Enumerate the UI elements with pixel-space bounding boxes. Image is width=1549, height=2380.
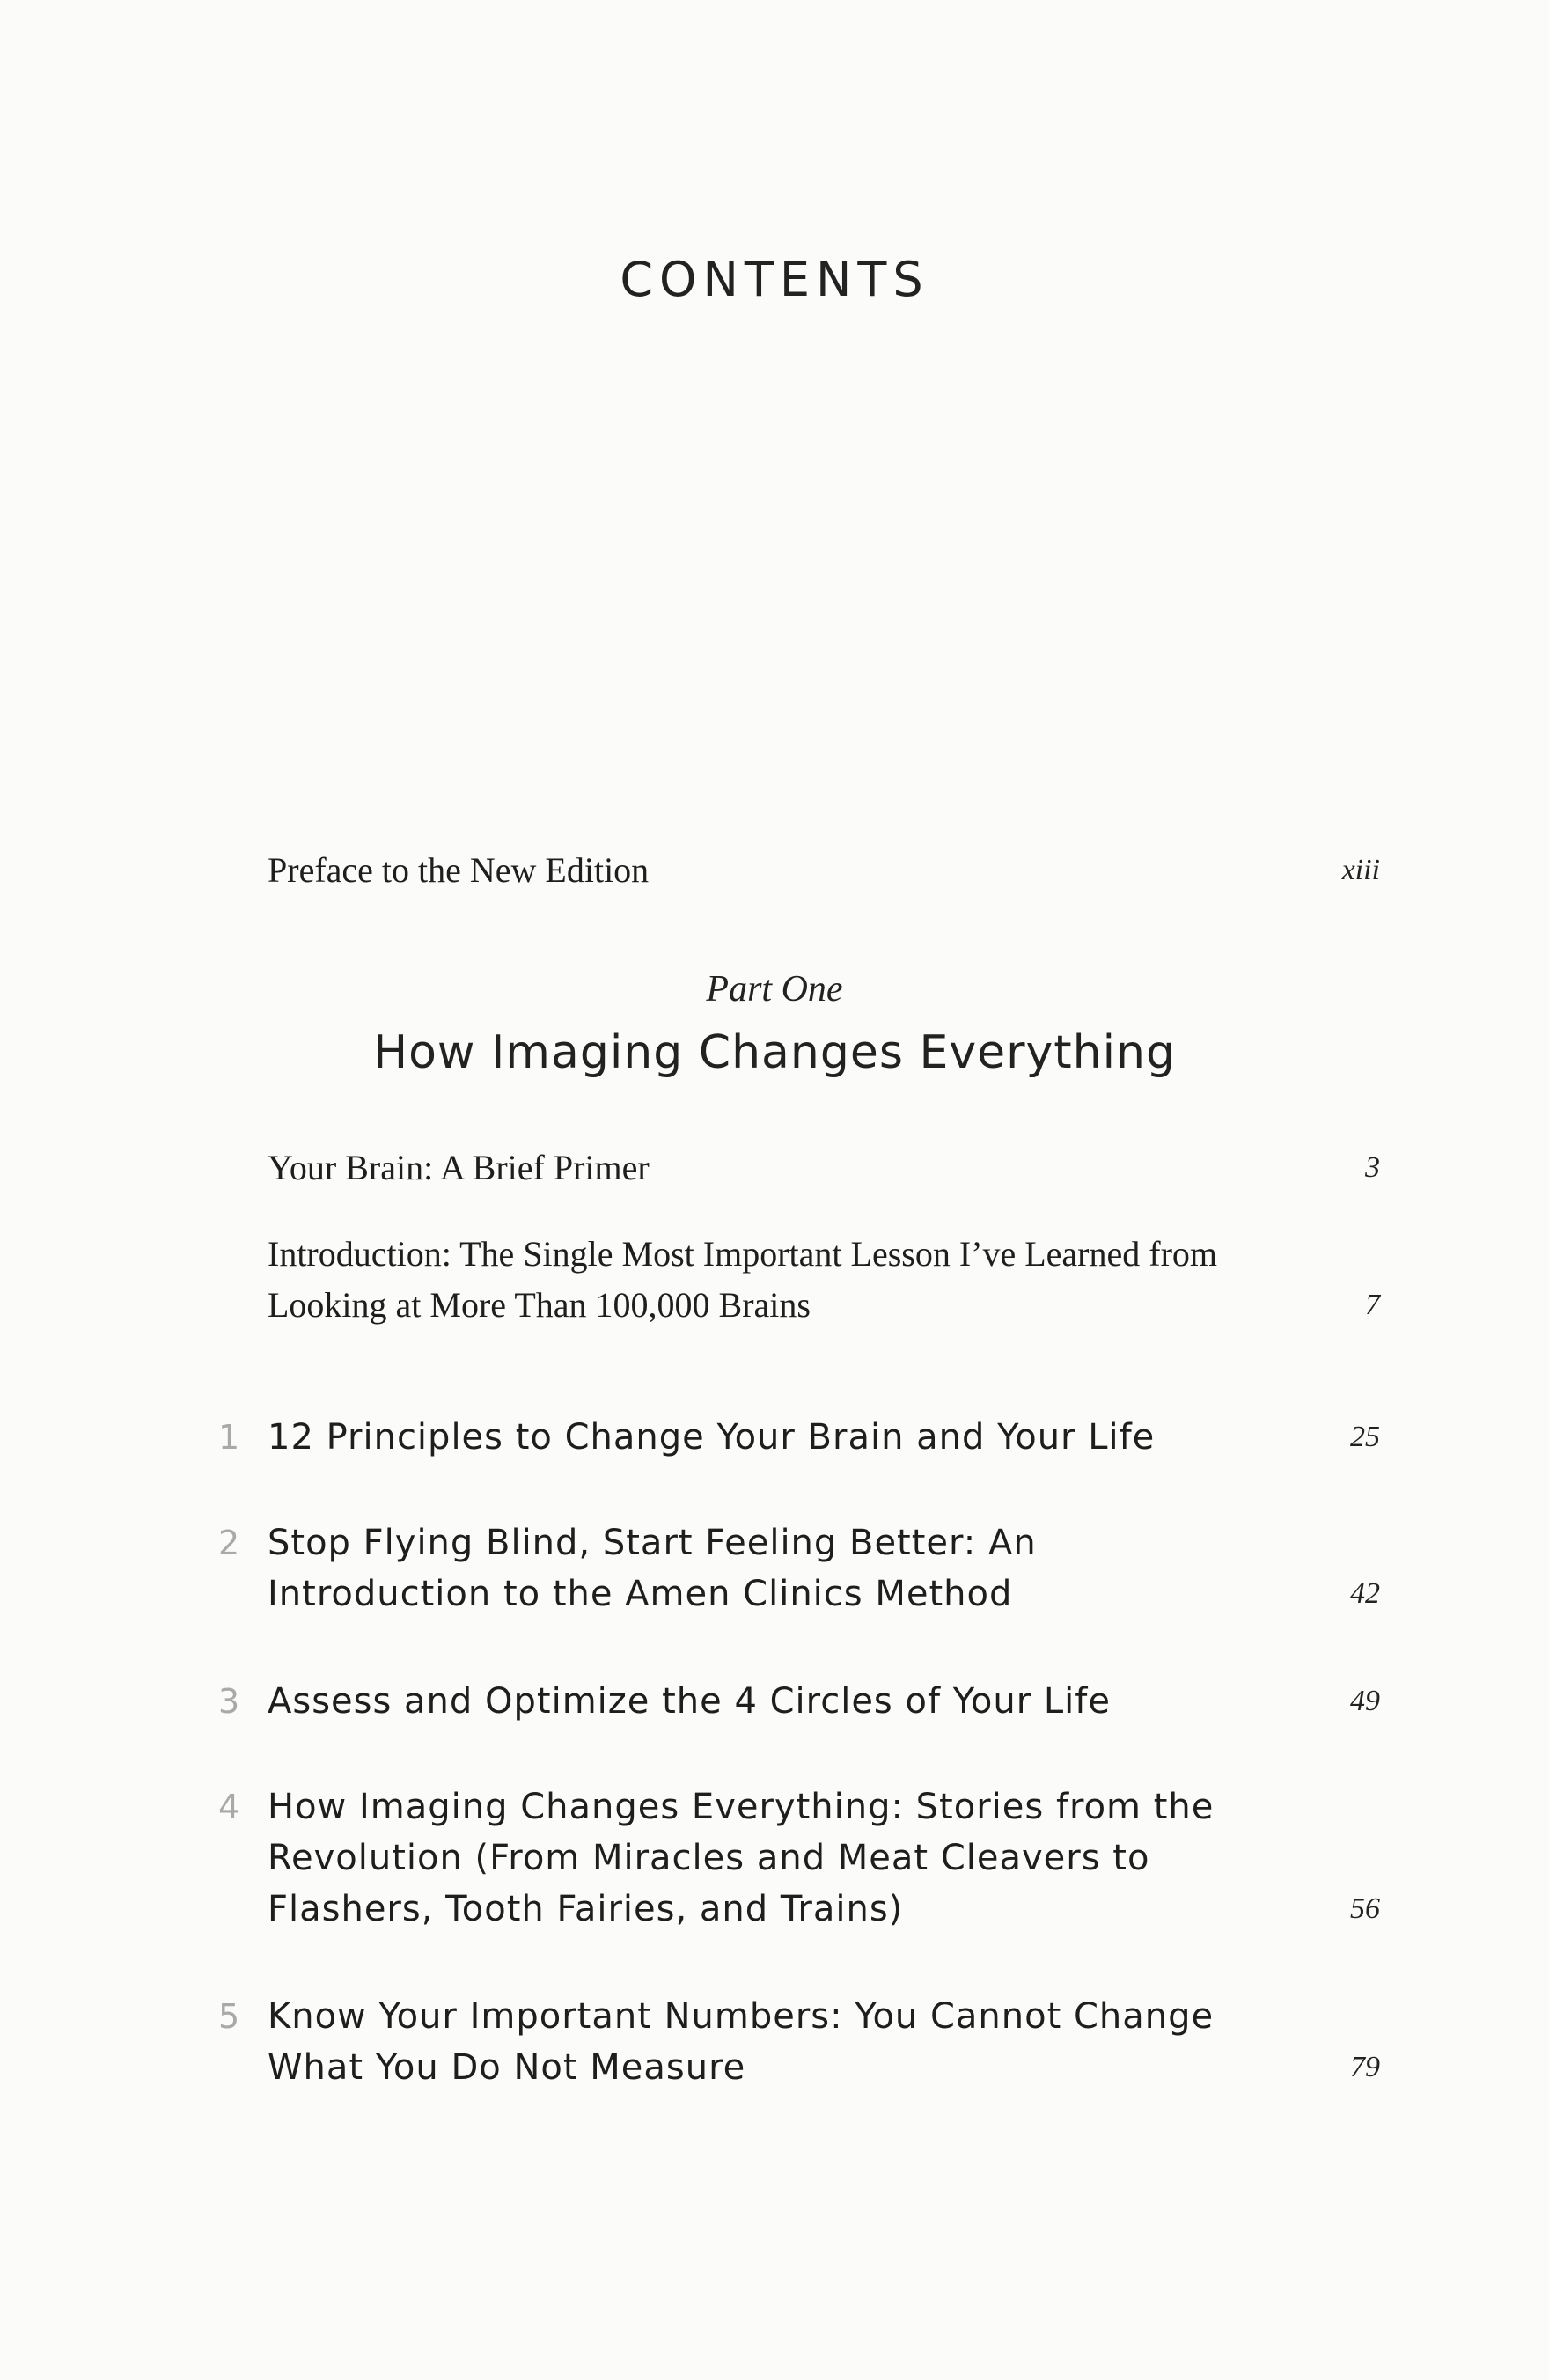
- chapter-number: 3: [218, 1682, 240, 1721]
- chapter-label: How Imaging Changes Everything: Stories from the Revolution (From Miracles and Meat Cleavers to Flashers, Tooth Fairies, and Trains): [268, 1787, 1215, 1929]
- toc-entry-label: Introduction: The Single Most Important Lesson I’ve Learned from Looking at More Than 100,000 Brains: [268, 1234, 1218, 1325]
- toc-entry-preface[interactable]: [268, 845, 1380, 896]
- chapter-label: 12 Principles to Change Your Brain and Your Life: [268, 1417, 1156, 1458]
- toc-entry-primer[interactable]: [268, 1142, 1380, 1194]
- chapter-label: Know Your Important Numbers: You Cannot Change What You Do Not Measure: [268, 1996, 1215, 2088]
- toc-chapter-5[interactable]: [218, 1991, 1380, 2093]
- chapter-label: Stop Flying Blind, Start Feeling Better: An Introduction to the Amen Clinics Method: [268, 1523, 1037, 1614]
- chapter-number: 1: [218, 1418, 240, 1457]
- part-label: Part One: [706, 969, 843, 1010]
- chapter-number: 2: [218, 1524, 240, 1562]
- toc-chapter-4[interactable]: [218, 1781, 1380, 1935]
- toc-entry-page: xiii: [1341, 854, 1380, 886]
- chapter-page: 79: [1350, 2051, 1380, 2083]
- toc-entry-introduction[interactable]: [268, 1229, 1380, 1331]
- part-title: How Imaging Changes Everything: [372, 1026, 1177, 1079]
- toc-chapter-2[interactable]: [218, 1517, 1380, 1620]
- toc-chapter-3[interactable]: [218, 1676, 1380, 1727]
- chapter-page: 25: [1350, 1421, 1380, 1453]
- chapter-page: 49: [1350, 1685, 1380, 1717]
- chapter-number: 4: [218, 1788, 240, 1826]
- toc-entry-page: 3: [1365, 1151, 1380, 1184]
- page-title: CONTENTS: [620, 252, 929, 307]
- chapter-page: 42: [1350, 1577, 1380, 1610]
- chapter-number: 5: [218, 1997, 240, 2036]
- toc-chapter-1[interactable]: [218, 1412, 1380, 1463]
- toc-entry-label: Preface to the New Edition: [268, 850, 650, 890]
- chapter-label: Assess and Optimize the 4 Circles of Your Life: [268, 1681, 1111, 1722]
- chapter-page: 56: [1350, 1892, 1380, 1925]
- toc-entry-label: Your Brain: A Brief Primer: [268, 1148, 650, 1187]
- toc-entry-page: 7: [1365, 1289, 1380, 1321]
